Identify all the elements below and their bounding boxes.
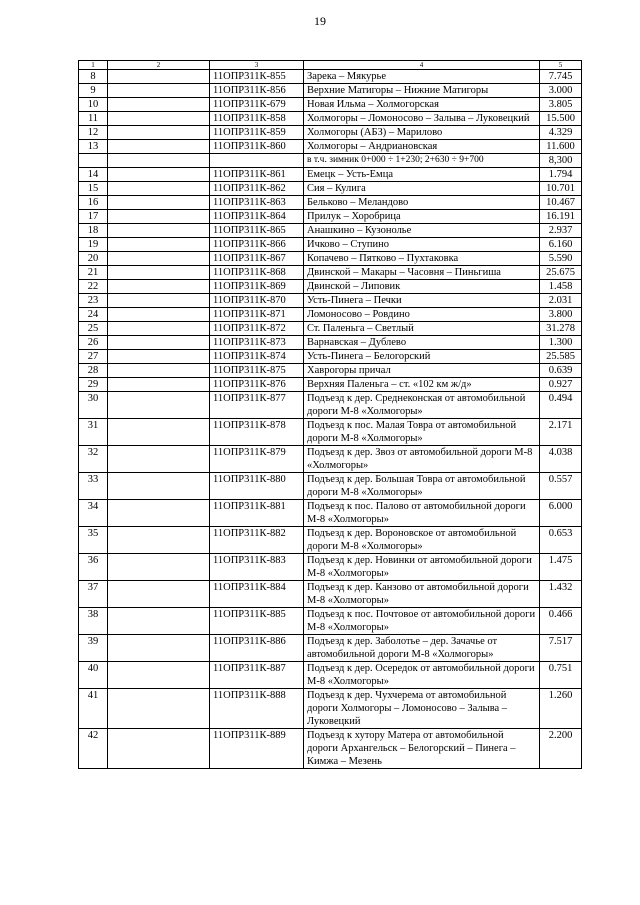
row-number: 9 — [79, 84, 108, 98]
road-code: 11ОПР311К-885 — [210, 608, 304, 635]
empty-cell — [108, 252, 210, 266]
road-name: Верхняя Паленьга – ст. «102 км ж/д» — [304, 378, 540, 392]
table-row — [79, 322, 582, 336]
table-row — [79, 224, 582, 238]
road-name: Бельково – Меландово — [304, 196, 540, 210]
column-header: 2 — [108, 61, 210, 70]
road-length: 1.300 — [540, 336, 582, 350]
row-number: 26 — [79, 336, 108, 350]
table-row — [79, 168, 582, 182]
road-code: 11ОПР311К-883 — [210, 554, 304, 581]
road-code: 11ОПР311К-881 — [210, 500, 304, 527]
empty-cell — [108, 689, 210, 729]
row-number: 31 — [79, 419, 108, 446]
empty-cell — [108, 635, 210, 662]
road-name: Холмогоры – Ломоносово – Залыва – Луковецкий — [304, 112, 540, 126]
table-row — [79, 378, 582, 392]
table-row — [79, 581, 582, 608]
road-name: Усть-Пинега – Белогорский — [304, 350, 540, 364]
empty-cell — [108, 392, 210, 419]
road-code: 11ОПР311К-888 — [210, 689, 304, 729]
road-name: Ломоносово – Ровдино — [304, 308, 540, 322]
road-code: 11ОПР311К-863 — [210, 196, 304, 210]
road-length: 10.467 — [540, 196, 582, 210]
road-code: 11ОПР311К-886 — [210, 635, 304, 662]
road-code: 11ОПР311К-874 — [210, 350, 304, 364]
road-name: Ичково – Ступино — [304, 238, 540, 252]
road-length: 16.191 — [540, 210, 582, 224]
row-number: 30 — [79, 392, 108, 419]
road-name: Подъезд к дер. Осередок от автомобильной дороги М-8 «Холмогоры» — [304, 662, 540, 689]
road-code: 11ОПР311К-871 — [210, 308, 304, 322]
table-row — [79, 729, 582, 769]
table-row — [79, 210, 582, 224]
row-number: 20 — [79, 252, 108, 266]
road-length: 5.590 — [540, 252, 582, 266]
empty-cell — [108, 378, 210, 392]
empty-cell — [108, 350, 210, 364]
table-row — [79, 608, 582, 635]
road-length: 25.585 — [540, 350, 582, 364]
table-row — [79, 98, 582, 112]
row-number: 25 — [79, 322, 108, 336]
empty-cell — [108, 554, 210, 581]
row-number: 16 — [79, 196, 108, 210]
road-code: 11ОПР311К-879 — [210, 446, 304, 473]
empty-cell — [108, 154, 210, 168]
road-code: 11ОПР311К-855 — [210, 70, 304, 84]
table-row — [79, 350, 582, 364]
road-name: Подъезд к пос. Палово от автомобильной дороги М-8 «Холмогоры» — [304, 500, 540, 527]
page-number: 19 — [314, 14, 326, 28]
empty-cell — [108, 112, 210, 126]
row-number: 40 — [79, 662, 108, 689]
row-number: 24 — [79, 308, 108, 322]
table-row — [79, 554, 582, 581]
empty-cell — [108, 608, 210, 635]
empty-cell — [108, 70, 210, 84]
row-number: 34 — [79, 500, 108, 527]
empty-cell — [108, 336, 210, 350]
table-row — [79, 500, 582, 527]
roads-table — [78, 60, 582, 769]
table-row — [79, 446, 582, 473]
road-code: 11ОПР311К-864 — [210, 210, 304, 224]
road-name: Емецк – Усть-Емца — [304, 168, 540, 182]
row-number: 19 — [79, 238, 108, 252]
empty-cell — [108, 140, 210, 154]
road-code: 11ОПР311К-865 — [210, 224, 304, 238]
road-name: Усть-Пинега – Печки — [304, 294, 540, 308]
empty-cell — [108, 98, 210, 112]
empty-cell — [108, 527, 210, 554]
road-code: 11ОПР311К-889 — [210, 729, 304, 769]
empty-cell — [108, 364, 210, 378]
road-length: 7.745 — [540, 70, 582, 84]
road-name: Подъезд к дер. Канзово от автомобильной дороги М-8 «Холмогоры» — [304, 581, 540, 608]
road-length: 4.329 — [540, 126, 582, 140]
road-name: Холмогоры – Андриановская — [304, 140, 540, 154]
road-length: 1.260 — [540, 689, 582, 729]
road-name: Подъезд к пос. Малая Товра от автомобильной дороги М-8 «Холмогоры» — [304, 419, 540, 446]
table-row — [79, 473, 582, 500]
table-row — [79, 140, 582, 154]
empty-cell — [108, 210, 210, 224]
empty-cell — [108, 308, 210, 322]
empty-cell — [108, 500, 210, 527]
road-length: 6.000 — [540, 500, 582, 527]
road-length: 0.557 — [540, 473, 582, 500]
empty-cell — [108, 581, 210, 608]
road-code: 11ОПР311К-862 — [210, 182, 304, 196]
road-code: 11ОПР311К-877 — [210, 392, 304, 419]
row-number: 21 — [79, 266, 108, 280]
road-length: 0.751 — [540, 662, 582, 689]
empty-cell — [108, 196, 210, 210]
table-row — [79, 196, 582, 210]
row-number: 10 — [79, 98, 108, 112]
empty-cell — [108, 224, 210, 238]
table-row — [79, 238, 582, 252]
table-row — [79, 364, 582, 378]
table-row — [79, 336, 582, 350]
row-number: 11 — [79, 112, 108, 126]
road-code: 11ОПР311К-873 — [210, 336, 304, 350]
row-number: 22 — [79, 280, 108, 294]
empty-cell — [108, 280, 210, 294]
road-length: 0.639 — [540, 364, 582, 378]
road-length: 25.675 — [540, 266, 582, 280]
road-name: Подъезд к хутору Матера от автомобильной дороги Архангельск – Белогорский – Пинега – Кимжа – Мезень — [304, 729, 540, 769]
road-code: 11ОПР311К-880 — [210, 473, 304, 500]
table-row — [79, 308, 582, 322]
table-row — [79, 252, 582, 266]
road-length: 3.800 — [540, 308, 582, 322]
row-number: 42 — [79, 729, 108, 769]
table-row — [79, 154, 582, 168]
road-code: 11ОПР311К-868 — [210, 266, 304, 280]
table-row — [79, 662, 582, 689]
empty-cell — [108, 322, 210, 336]
table-row — [79, 182, 582, 196]
row-number: 18 — [79, 224, 108, 238]
road-code: 11ОПР311К-882 — [210, 527, 304, 554]
road-length: 2.031 — [540, 294, 582, 308]
empty-cell — [108, 168, 210, 182]
table-row — [79, 112, 582, 126]
empty-cell — [108, 266, 210, 280]
table-row — [79, 635, 582, 662]
road-length: 1.432 — [540, 581, 582, 608]
column-number-row — [79, 61, 582, 70]
road-name: Хаврогоры причал — [304, 364, 540, 378]
empty-cell — [108, 729, 210, 769]
table-row — [79, 689, 582, 729]
road-name: Подъезд к дер. Чухчерема от автомобильной дороги Холмогоры – Ломоносово – Залыва – Луковецкий — [304, 689, 540, 729]
column-header: 4 — [304, 61, 540, 70]
road-length: 2.200 — [540, 729, 582, 769]
table-row — [79, 392, 582, 419]
row-number: 38 — [79, 608, 108, 635]
road-code: 11ОПР311К-861 — [210, 168, 304, 182]
road-length: 15.500 — [540, 112, 582, 126]
road-length: 6.160 — [540, 238, 582, 252]
row-number: 37 — [79, 581, 108, 608]
road-name: Зарека – Мякурье — [304, 70, 540, 84]
road-name: Холмогоры (АБЗ) – Марилово — [304, 126, 540, 140]
row-number: 15 — [79, 182, 108, 196]
road-code: 11ОПР311К-860 — [210, 140, 304, 154]
row-number: 27 — [79, 350, 108, 364]
row-number: 17 — [79, 210, 108, 224]
row-number: 23 — [79, 294, 108, 308]
road-length: 8,300 — [540, 154, 582, 168]
road-name: Верхние Матигоры – Нижние Матигоры — [304, 84, 540, 98]
road-length: 31.278 — [540, 322, 582, 336]
row-number: 8 — [79, 70, 108, 84]
road-name: Подъезд к дер. Вороновское от автомобильной дороги М-8 «Холмогоры» — [304, 527, 540, 554]
road-length: 3.805 — [540, 98, 582, 112]
road-code: 11ОПР311К-866 — [210, 238, 304, 252]
empty-cell — [108, 419, 210, 446]
road-code: 11ОПР311К-867 — [210, 252, 304, 266]
road-code — [210, 154, 304, 168]
road-name: Прилук – Хоробрица — [304, 210, 540, 224]
road-code: 11ОПР311К-859 — [210, 126, 304, 140]
road-name: Двинской – Макары – Часовня – Пиньгиша — [304, 266, 540, 280]
column-header: 1 — [79, 61, 108, 70]
empty-cell — [108, 662, 210, 689]
road-length: 0.494 — [540, 392, 582, 419]
road-length: 1.458 — [540, 280, 582, 294]
row-number: 33 — [79, 473, 108, 500]
road-length: 0.927 — [540, 378, 582, 392]
row-number: 39 — [79, 635, 108, 662]
column-header: 5 — [540, 61, 582, 70]
row-number: 36 — [79, 554, 108, 581]
row-number: 35 — [79, 527, 108, 554]
road-name: Подъезд к дер. Среднеконская от автомобильной дороги М-8 «Холмогоры» — [304, 392, 540, 419]
empty-cell — [108, 182, 210, 196]
row-number: 14 — [79, 168, 108, 182]
road-code: 11ОПР311К-878 — [210, 419, 304, 446]
row-number: 32 — [79, 446, 108, 473]
table-row — [79, 126, 582, 140]
row-number — [79, 154, 108, 168]
road-length: 10.701 — [540, 182, 582, 196]
road-code: 11ОПР311К-870 — [210, 294, 304, 308]
road-length: 1.794 — [540, 168, 582, 182]
road-length: 11.600 — [540, 140, 582, 154]
road-name: Копачево – Пятково – Пухтаковка — [304, 252, 540, 266]
road-code: 11ОПР311К-858 — [210, 112, 304, 126]
table-row — [79, 419, 582, 446]
road-length: 0.466 — [540, 608, 582, 635]
road-length: 2.937 — [540, 224, 582, 238]
road-code: 11ОПР311К-875 — [210, 364, 304, 378]
row-number: 12 — [79, 126, 108, 140]
column-header: 3 — [210, 61, 304, 70]
road-code: 11ОПР311К-887 — [210, 662, 304, 689]
road-name: в т.ч. зимник 0+000 ÷ 1+230; 2+630 ÷ 9+700 — [304, 154, 540, 168]
road-name: Подъезд к дер. Звоз от автомобильной дороги М-8 «Холмогоры» — [304, 446, 540, 473]
road-code: 11ОПР311К-679 — [210, 98, 304, 112]
table-row — [79, 266, 582, 280]
row-number: 29 — [79, 378, 108, 392]
road-name: Анашкино – Кузонолье — [304, 224, 540, 238]
road-length: 0.653 — [540, 527, 582, 554]
empty-cell — [108, 238, 210, 252]
row-number: 41 — [79, 689, 108, 729]
road-length: 2.171 — [540, 419, 582, 446]
road-name: Подъезд к дер. Большая Товра от автомобильной дороги М-8 «Холмогоры» — [304, 473, 540, 500]
empty-cell — [108, 126, 210, 140]
row-number: 28 — [79, 364, 108, 378]
table-row — [79, 527, 582, 554]
road-length: 1.475 — [540, 554, 582, 581]
road-name: Сия – Кулига — [304, 182, 540, 196]
road-length: 7.517 — [540, 635, 582, 662]
table-row — [79, 70, 582, 84]
road-name: Подъезд к дер. Новинки от автомобильной дороги М-8 «Холмогоры» — [304, 554, 540, 581]
row-number: 13 — [79, 140, 108, 154]
road-code: 11ОПР311К-869 — [210, 280, 304, 294]
empty-cell — [108, 84, 210, 98]
empty-cell — [108, 473, 210, 500]
table-row — [79, 280, 582, 294]
road-name: Подъезд к дер. Заболотье – дер. Зачачье от автомобильной дороги М-8 «Холмогоры» — [304, 635, 540, 662]
road-name: Двинской – Липовик — [304, 280, 540, 294]
road-code: 11ОПР311К-856 — [210, 84, 304, 98]
road-code: 11ОПР311К-884 — [210, 581, 304, 608]
table-row — [79, 294, 582, 308]
road-code: 11ОПР311К-876 — [210, 378, 304, 392]
table-row — [79, 84, 582, 98]
empty-cell — [108, 294, 210, 308]
road-name: Подъезд к пос. Почтовое от автомобильной дороги М-8 «Холмогоры» — [304, 608, 540, 635]
road-length: 3.000 — [540, 84, 582, 98]
road-name: Варнавская – Дублево — [304, 336, 540, 350]
road-name: Ст. Паленьга – Светлый — [304, 322, 540, 336]
road-name: Новая Ильма – Холмогорская — [304, 98, 540, 112]
road-length: 4.038 — [540, 446, 582, 473]
empty-cell — [108, 446, 210, 473]
road-code: 11ОПР311К-872 — [210, 322, 304, 336]
